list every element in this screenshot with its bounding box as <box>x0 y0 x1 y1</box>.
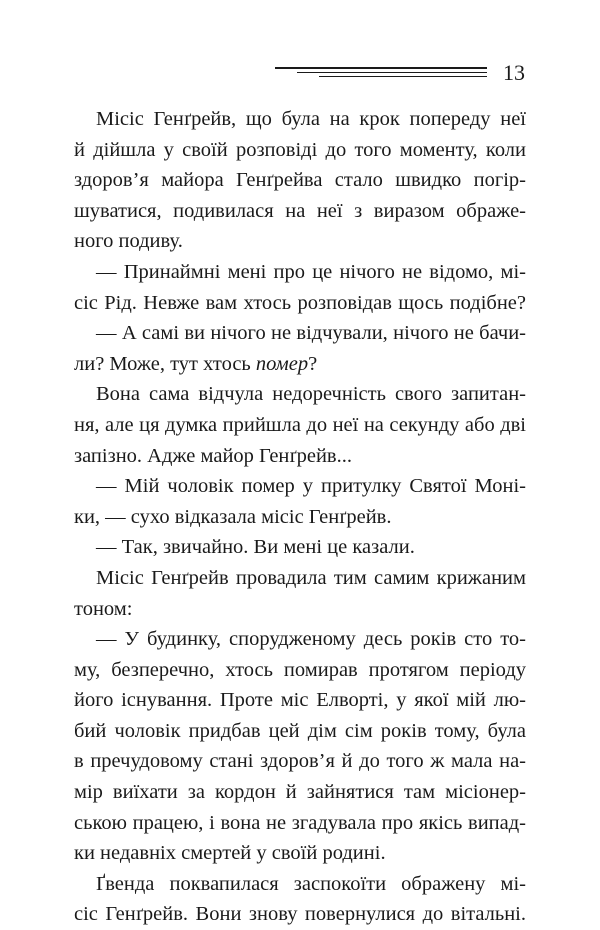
header-rule-middle <box>297 72 487 73</box>
text-line <box>74 808 526 839</box>
text-line-content: Місіс Генґрейв провадила тим самим крижаним <box>96 566 526 589</box>
text-line-content: Вона сама відчула недоречність свого запитан- <box>96 383 526 406</box>
header-rule-thick <box>275 67 487 69</box>
text-line-content: — У будинку, спорудженому десь років сто то- <box>96 628 526 651</box>
text-line <box>74 104 526 135</box>
header-rule-thin <box>319 76 487 77</box>
running-header <box>275 60 525 88</box>
text-line <box>74 869 526 900</box>
text-line <box>74 594 526 625</box>
text-line-content: ки недавніх смертей у своїй родині. <box>74 842 386 865</box>
text-line <box>74 838 526 869</box>
text-line-content: його існування. Проте міс Елворті, у якої мій лю- <box>74 689 526 712</box>
text-line-content: запізно. Адже майор Генґрейв... <box>74 444 352 467</box>
text-line-content: — Мій чоловік помер у притулку Святої Моні- <box>96 475 526 498</box>
text-line-content: — Так, звичайно. Ви мені це казали. <box>96 536 415 559</box>
text-line-content: здоров’я майора Генґрейва стало швидко погір- <box>74 169 526 192</box>
text-line-content: в пречудовому стані здоров’я й до того ж мала на- <box>74 750 526 773</box>
text-line <box>74 410 526 441</box>
text-line <box>74 318 526 349</box>
text-line-content: сіс Генґрейв. Вони знову повернулися до вітальні. <box>74 903 526 926</box>
text-line <box>74 441 526 472</box>
text-line-content: тоном: <box>74 597 133 620</box>
text-line <box>74 165 526 196</box>
text-line <box>74 563 526 594</box>
header-decorative-rules <box>275 67 487 81</box>
text-line <box>74 624 526 655</box>
text-line <box>74 655 526 686</box>
text-line-tail: ? <box>308 352 318 375</box>
italic-emphasis: помер <box>255 352 309 375</box>
text-line <box>74 716 526 747</box>
text-line-content: ня, але ця думка прийшла до неї на секунду або дві <box>74 413 526 436</box>
text-line <box>74 899 526 930</box>
text-line <box>74 379 526 410</box>
text-line <box>74 288 526 319</box>
text-line <box>74 685 526 716</box>
text-line-content: ли? Може, тут хтось <box>74 352 256 375</box>
text-line-content: Ґвенда поквапилася заспокоїти ображену мі- <box>96 872 526 895</box>
text-line <box>74 502 526 533</box>
text-line <box>74 349 526 380</box>
text-line-content: Місіс Генґрейв, що була на крок попереду неї <box>96 108 526 130</box>
text-line-content: ською працею, і вона не згадувала про якісь випад- <box>74 811 526 834</box>
page-number: 13 <box>503 60 525 85</box>
text-line <box>74 777 526 808</box>
text-line-content: му, безперечно, хтось помирав протягом періоду <box>74 658 526 681</box>
text-line-content: ки, — сухо відказала місіс Генґрейв. <box>74 505 392 528</box>
text-line-content: ного подиву. <box>74 230 183 253</box>
text-line <box>74 226 526 257</box>
body-text <box>74 104 526 930</box>
text-line-content: — Принаймні мені про це нічого не відомо, мі- <box>96 260 526 283</box>
text-line-content: мір виїхати за кордон й зайнятися там місіонер- <box>74 781 526 804</box>
text-line <box>74 746 526 777</box>
text-line <box>74 257 526 288</box>
text-line <box>74 135 526 166</box>
text-line <box>74 196 526 227</box>
text-line-content: бий чоловік придбав цей дім сім років тому, була <box>74 719 526 742</box>
text-line <box>74 532 526 563</box>
text-line-content: — А самі ви нічого не відчували, нічого не бачи- <box>96 322 526 345</box>
text-line-content: й дійшла у своїй розповіді до того моменту, коли <box>74 138 526 161</box>
text-line <box>74 471 526 502</box>
text-line-content: шуватися, подивилася на неї з виразом ображе- <box>74 199 526 222</box>
text-line-content: сіс Рід. Невже вам хтось розповідав щось подібне? <box>74 291 526 314</box>
